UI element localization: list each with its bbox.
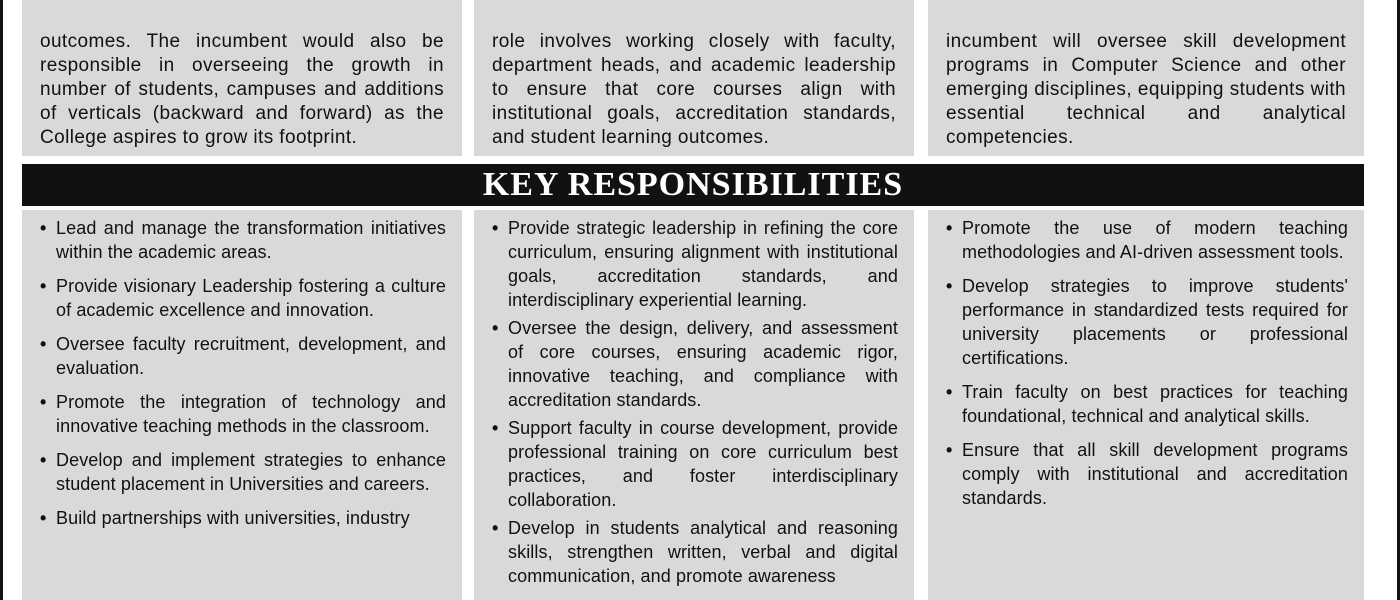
responsibility-item: • Provide strategic leadership in refining the core curriculum, ensuring alignment with institutional goals, accreditation standards, and interdisciplinary experiential learning. xyxy=(492,216,898,312)
responsibility-item: • Promote the use of modern teaching methodologies and AI-driven assessment tools. xyxy=(946,216,1348,264)
responsibility-item: • Oversee the design, delivery, and assessment of core courses, ensuring academic rigor, innovative teaching, and compliance with accreditation standards. xyxy=(492,316,898,412)
responsibility-item: • Oversee faculty recruitment, development, and evaluation. xyxy=(40,332,446,380)
responsibilities-column-3 xyxy=(928,210,1364,600)
responsibility-item: • Provide visionary Leadership fostering a culture of academic excellence and innovation. xyxy=(40,274,446,322)
responsibility-item: • Support faculty in course development, provide professional training on core curriculum best practices, and foster interdisciplinary collaboration. xyxy=(492,416,898,512)
responsibility-item: • Lead and manage the transformation initiatives within the academic areas. xyxy=(40,216,446,264)
responsibilities-column-2 xyxy=(474,210,914,600)
responsibility-item: • Ensure that all skill development programs comply with institutional and accreditation standards. xyxy=(946,438,1348,510)
responsibility-item: • Develop and implement strategies to enhance student placement in Universities and careers. xyxy=(40,448,446,496)
responsibilities-list-2 xyxy=(474,210,914,588)
intro-column-2 xyxy=(474,0,914,156)
intro-text-1: outcomes. The incumbent would also be responsible in overseeing the growth in number of students, campuses and additions of verticals (backward and forward) as the College aspires to grow its footprint. xyxy=(40,31,444,148)
responsibility-item: • Develop in students analytical and reasoning skills, strengthen written, verbal and digital communication, and promote awareness xyxy=(492,516,898,588)
responsibilities-column-1 xyxy=(22,210,462,600)
responsibility-item: • Promote the integration of technology and innovative teaching methods in the classroom. xyxy=(40,390,446,438)
key-responsibilities-banner: KEY RESPONSIBILITIES xyxy=(22,164,1364,206)
responsibility-item: • Build partnerships with universities, industry xyxy=(40,506,446,530)
responsibilities-list-3 xyxy=(928,210,1364,510)
intro-text-2: role involves working closely with faculty, department heads, and academic leadership to ensure that core courses align with institutional goals, accreditation standards, and student learning outcomes. xyxy=(492,31,896,148)
responsibility-item: • Develop strategies to improve students' performance in standardized tests required for university placements or professional certifications. xyxy=(946,274,1348,370)
responsibilities-list-1 xyxy=(22,210,462,530)
intro-text-3: incumbent will oversee skill development programs in Computer Science and other emerging disciplines, equipping students with essential technical and analytical competencies. xyxy=(946,31,1346,148)
left-page-border xyxy=(0,0,3,600)
responsibility-item: • Train faculty on best practices for teaching foundational, technical and analytical skills. xyxy=(946,380,1348,428)
intro-column-1 xyxy=(22,0,462,156)
intro-column-3 xyxy=(928,0,1364,156)
